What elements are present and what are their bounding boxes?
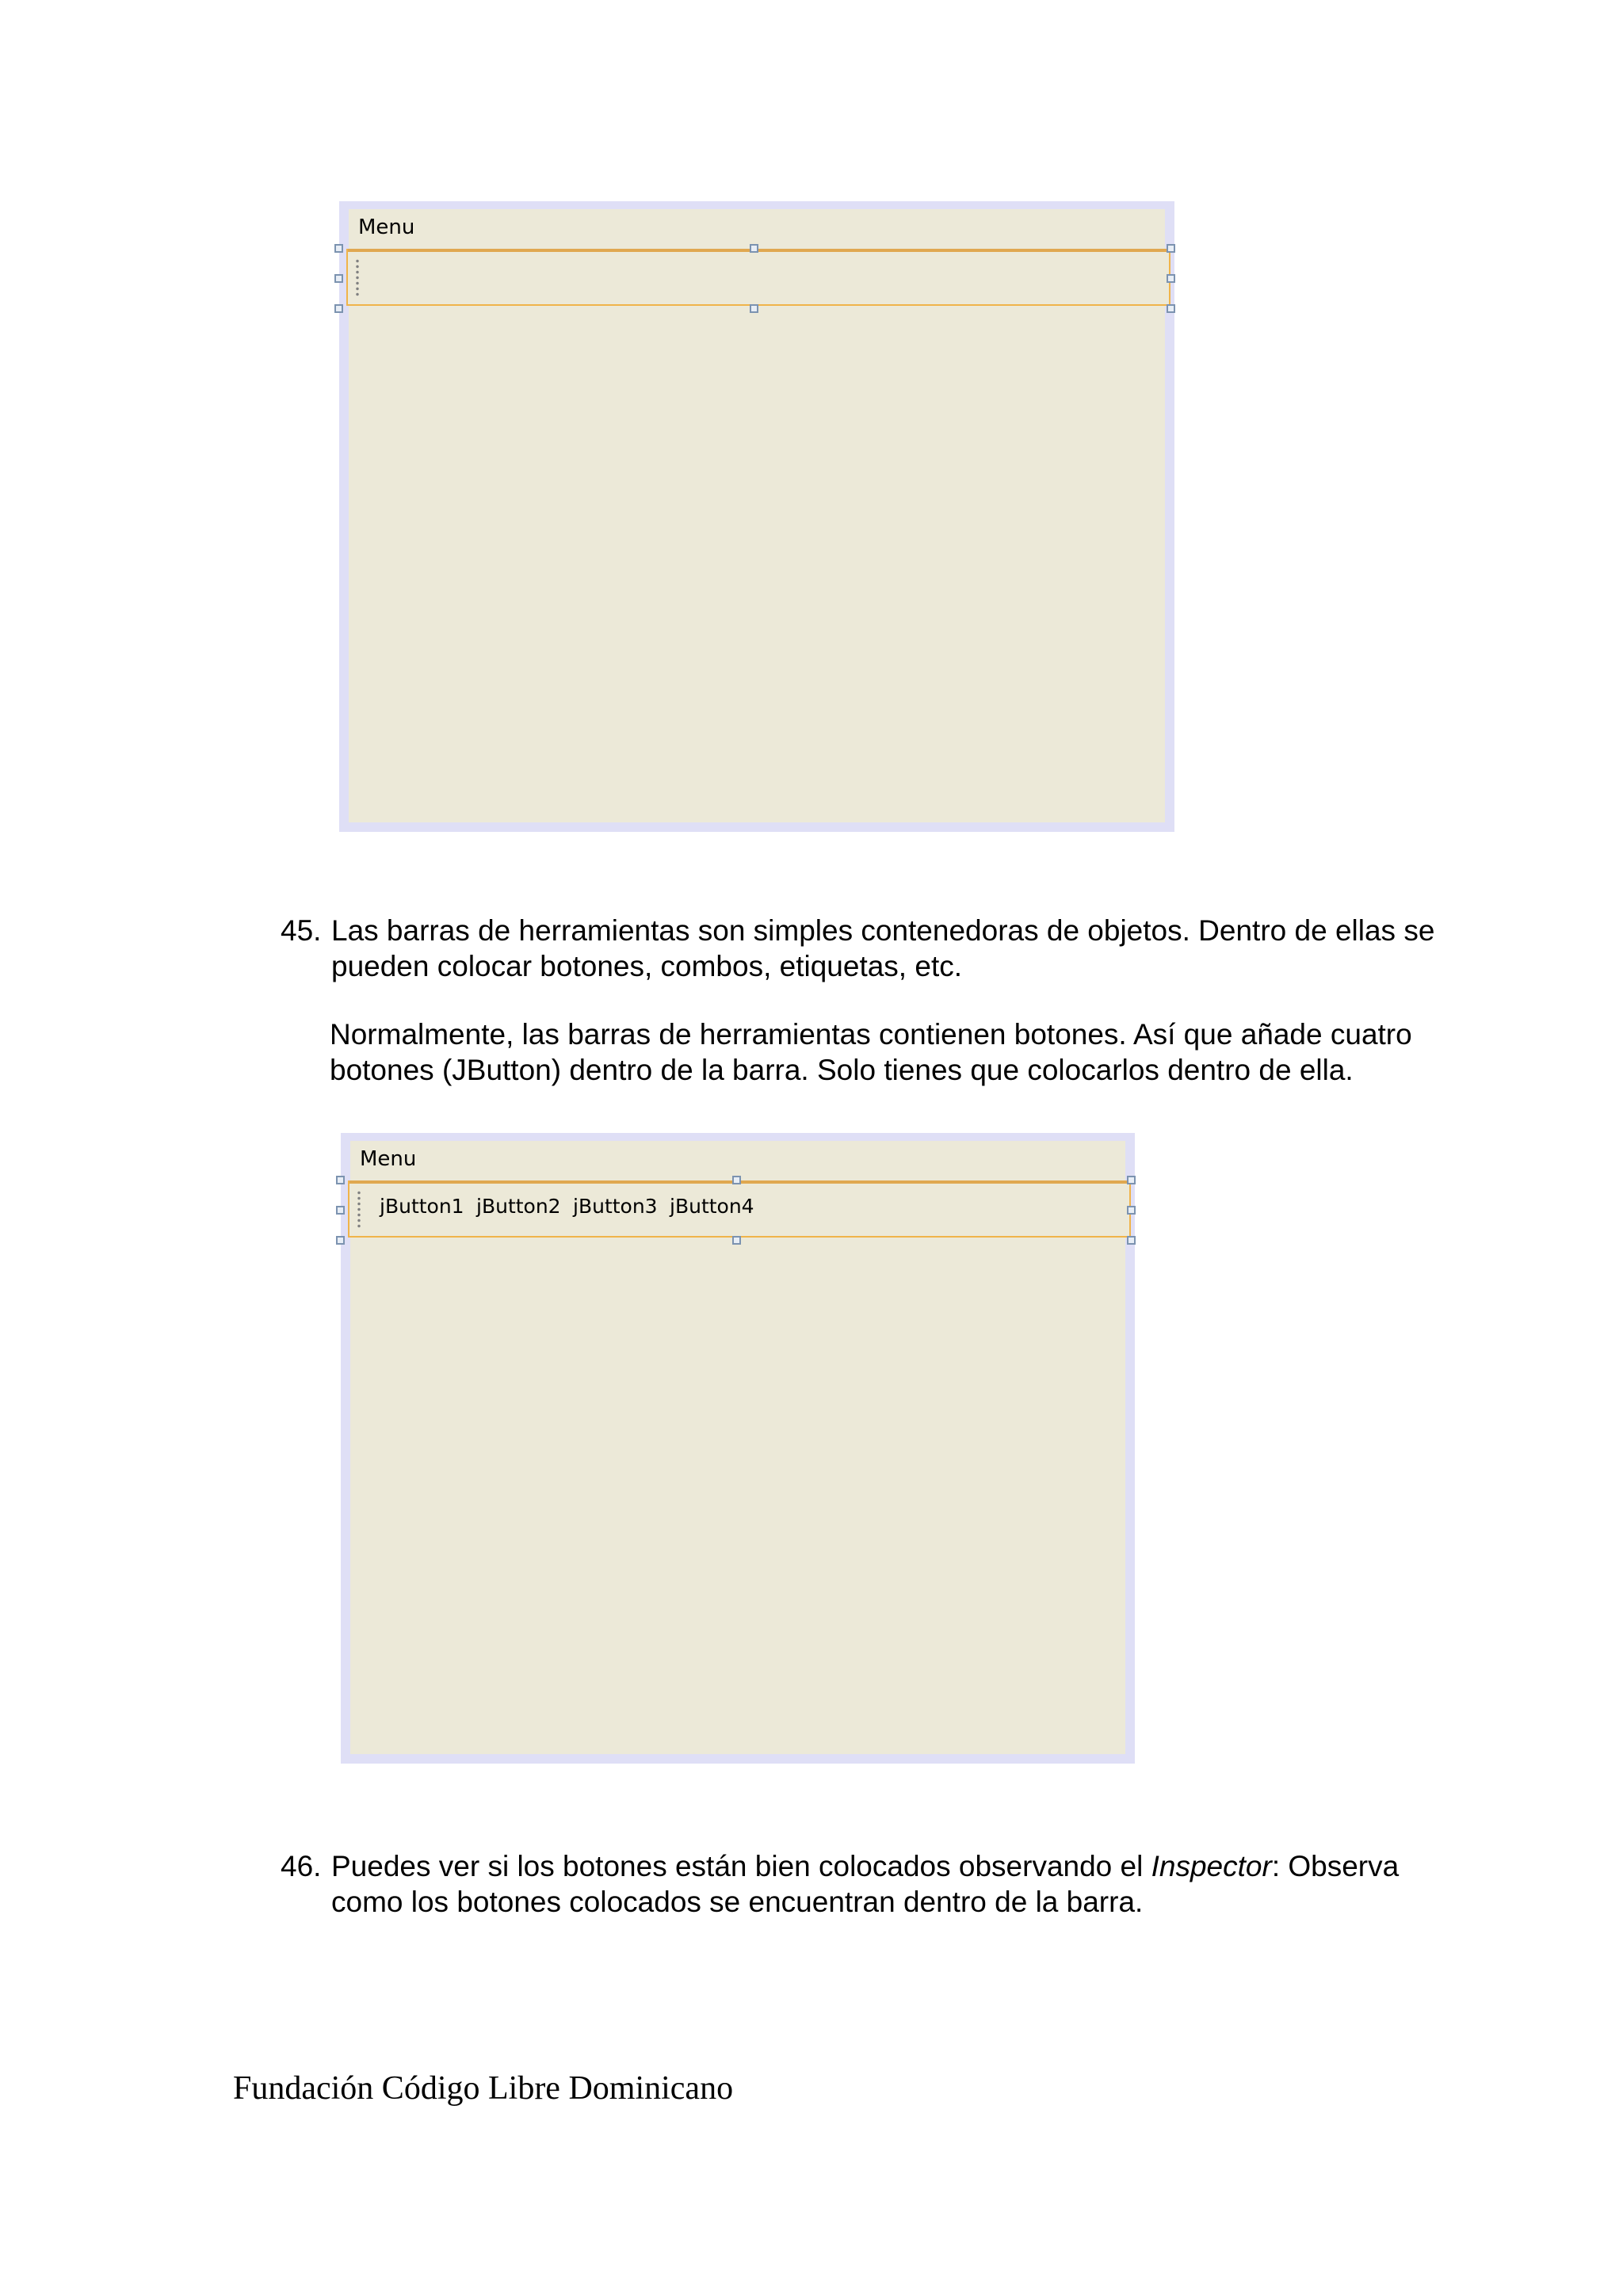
resize-handle-icon[interactable]	[1127, 1206, 1136, 1215]
resize-handle-icon[interactable]	[1127, 1176, 1136, 1184]
toolbar-button-3[interactable]: jButton3	[573, 1195, 658, 1218]
resize-handle-icon[interactable]	[336, 1236, 345, 1245]
form-screenshot-empty-toolbar	[339, 201, 1174, 832]
resize-handle-icon[interactable]	[750, 244, 758, 253]
menu-label: Menu	[360, 1147, 417, 1171]
paragraph-line: Las barras de herramientas son simples contenedoras de objetos. Dentro de ellas se	[331, 914, 1435, 947]
paragraph-line: Normalmente, las barras de herramientas contienen botones. Así que añade cuatro	[330, 1018, 1412, 1051]
resize-handle-icon[interactable]	[1127, 1236, 1136, 1245]
toolbar-grip-icon[interactable]	[356, 258, 359, 296]
toolbar-grip-icon[interactable]	[357, 1190, 361, 1228]
resize-handle-icon[interactable]	[732, 1236, 741, 1245]
toolbar-button-2[interactable]: jButton2	[476, 1195, 561, 1218]
resize-handle-icon[interactable]	[334, 304, 343, 313]
resize-handle-icon[interactable]	[750, 304, 758, 313]
page-footer: Fundación Código Libre Dominicano	[233, 2070, 734, 2107]
list-number: 46.	[281, 1850, 322, 1882]
resize-handle-icon[interactable]	[334, 244, 343, 253]
resize-handle-icon[interactable]	[336, 1206, 345, 1215]
resize-handle-icon[interactable]	[334, 274, 343, 283]
form-screenshot-toolbar-buttons	[341, 1133, 1135, 1764]
toolbar[interactable]	[346, 249, 1170, 306]
resize-handle-icon[interactable]	[336, 1176, 345, 1184]
paragraph-line: botones (JButton) dentro de la barra. Solo tienes que colocarlos dentro de ella.	[330, 1054, 1354, 1086]
toolbar-button-1[interactable]: jButton1	[380, 1195, 464, 1218]
resize-handle-icon[interactable]	[732, 1176, 741, 1184]
paragraph-line: Puedes ver si los botones están bien colocados observando el Inspector: Observa	[331, 1850, 1400, 1882]
resize-handle-icon[interactable]	[1167, 304, 1175, 313]
paragraph-line: como los botones colocados se encuentran dentro de la barra.	[331, 1886, 1144, 1918]
list-number: 45.	[281, 914, 322, 947]
inspector-term: Inspector	[1151, 1850, 1272, 1882]
resize-handle-icon[interactable]	[1167, 244, 1175, 253]
toolbar-button-4[interactable]: jButton4	[670, 1195, 754, 1218]
menu-label: Menu	[358, 215, 415, 239]
toolbar[interactable]	[348, 1180, 1131, 1238]
resize-handle-icon[interactable]	[1167, 274, 1175, 283]
paragraph-line: pueden colocar botones, combos, etiquetas, etc.	[331, 950, 963, 982]
